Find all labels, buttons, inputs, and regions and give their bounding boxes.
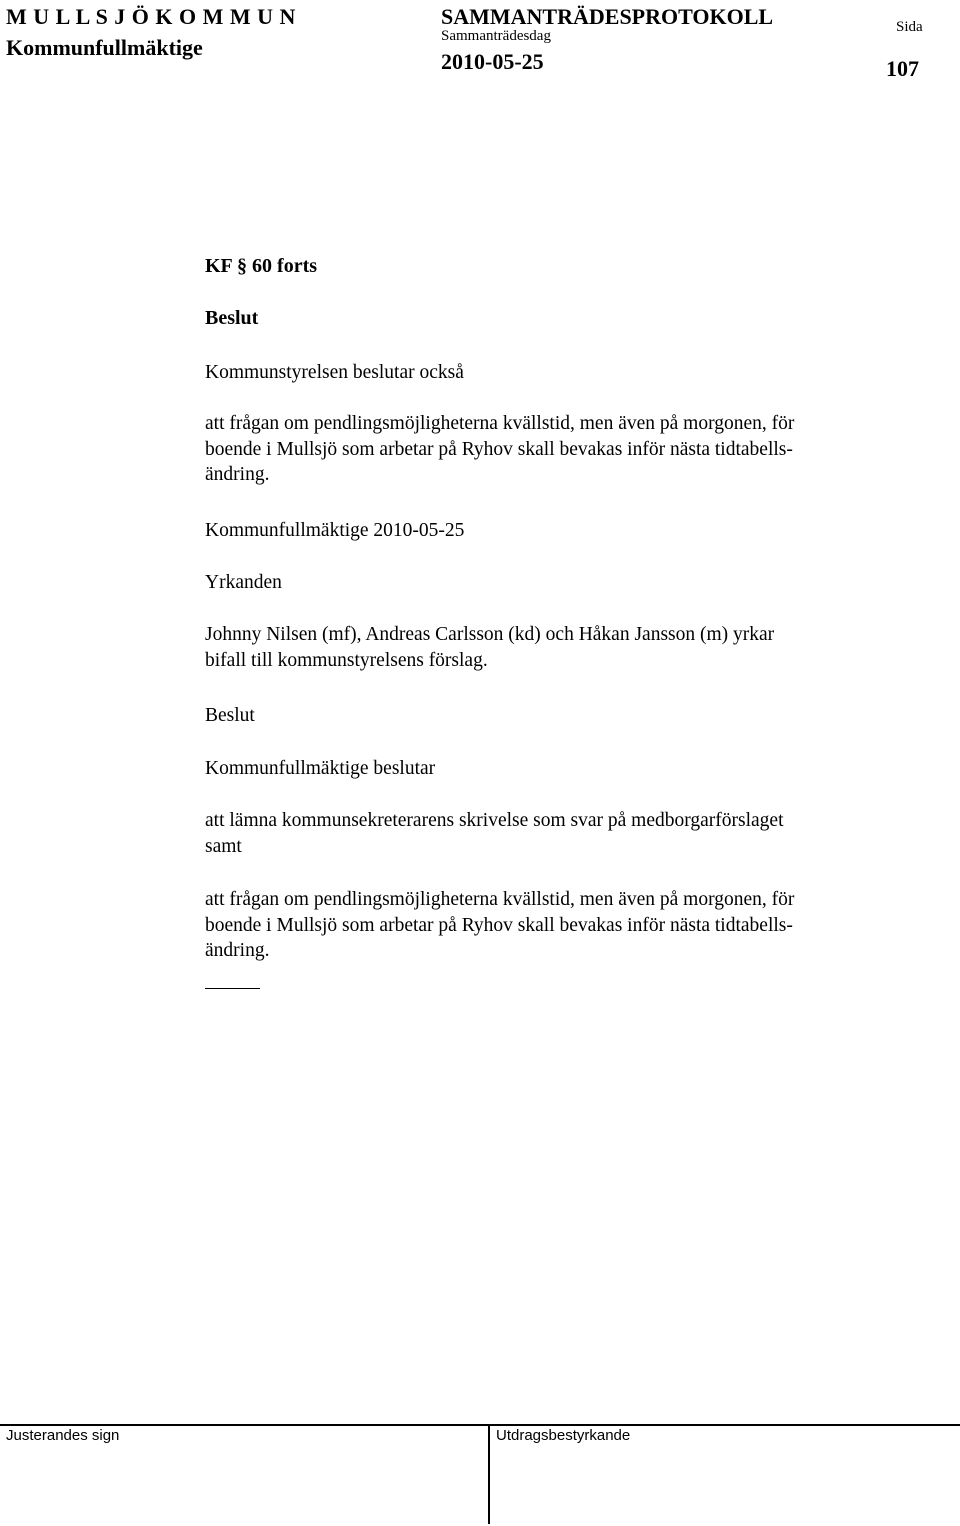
document-type: SAMMANTRÄDESPROTOKOLL — [441, 4, 774, 29]
yrkanden-heading: Yrkanden — [205, 572, 282, 593]
text-line: att lämna kommunsekreterarens skrivelse som svar på medborgarförslaget — [205, 810, 784, 831]
utdragsbestyrkande-label: Utdragsbestyrkande — [496, 1427, 631, 1444]
ks-att-clause — [205, 411, 925, 488]
text-line: ändring. — [205, 464, 270, 485]
ks-decision-intro: Kommunstyrelsen beslutar också — [205, 362, 464, 383]
page-number: 107 — [886, 56, 919, 81]
end-divider — [205, 988, 260, 989]
text-line: samt — [205, 835, 242, 857]
text-line: boende i Mullsjö som arbetar på Ryhov skall bevakas inför nästa tidtabells- — [205, 438, 793, 460]
text-line: Johnny Nilsen (mf), Andreas Carlsson (kd) och Håkan Jansson (m) yrkar — [205, 624, 775, 645]
municipality-name: M U L L S J Ö K O M M U N — [6, 4, 296, 29]
text-line: boende i Mullsjö som arbetar på Ryhov skall bevakas inför nästa tidtabells- — [205, 914, 793, 936]
beslut-heading-2: Beslut — [205, 705, 255, 726]
kf-att-clause-1 — [205, 808, 925, 859]
justerandes-sign-label: Justerandes sign — [6, 1427, 120, 1444]
meeting-date: 2010-05-25 — [441, 49, 544, 74]
section-title: KF § 60 forts — [205, 255, 318, 277]
assembly-name: Kommunfullmäktige — [6, 35, 203, 60]
kf-att-clause-2 — [205, 887, 925, 964]
beslut-heading: Beslut — [205, 307, 259, 329]
page-label: Sida — [896, 19, 923, 35]
date-label: Sammanträdesdag — [441, 28, 551, 44]
text-line: ändring. — [205, 940, 270, 961]
footer-divider — [488, 1425, 490, 1524]
text-line: att frågan om pendlingsmöjligheterna kvällstid, men även på morgonen, för — [205, 413, 795, 434]
yrkanden-text — [205, 622, 925, 673]
kf-decision-intro: Kommunfullmäktige beslutar — [205, 758, 436, 779]
text-line: att frågan om pendlingsmöjligheterna kvällstid, men även på morgonen, för — [205, 889, 795, 910]
kf-meeting-line: Kommunfullmäktige 2010-05-25 — [205, 520, 465, 541]
text-line: bifall till kommunstyrelsens förslag. — [205, 649, 488, 671]
footer-rule — [0, 1424, 960, 1426]
